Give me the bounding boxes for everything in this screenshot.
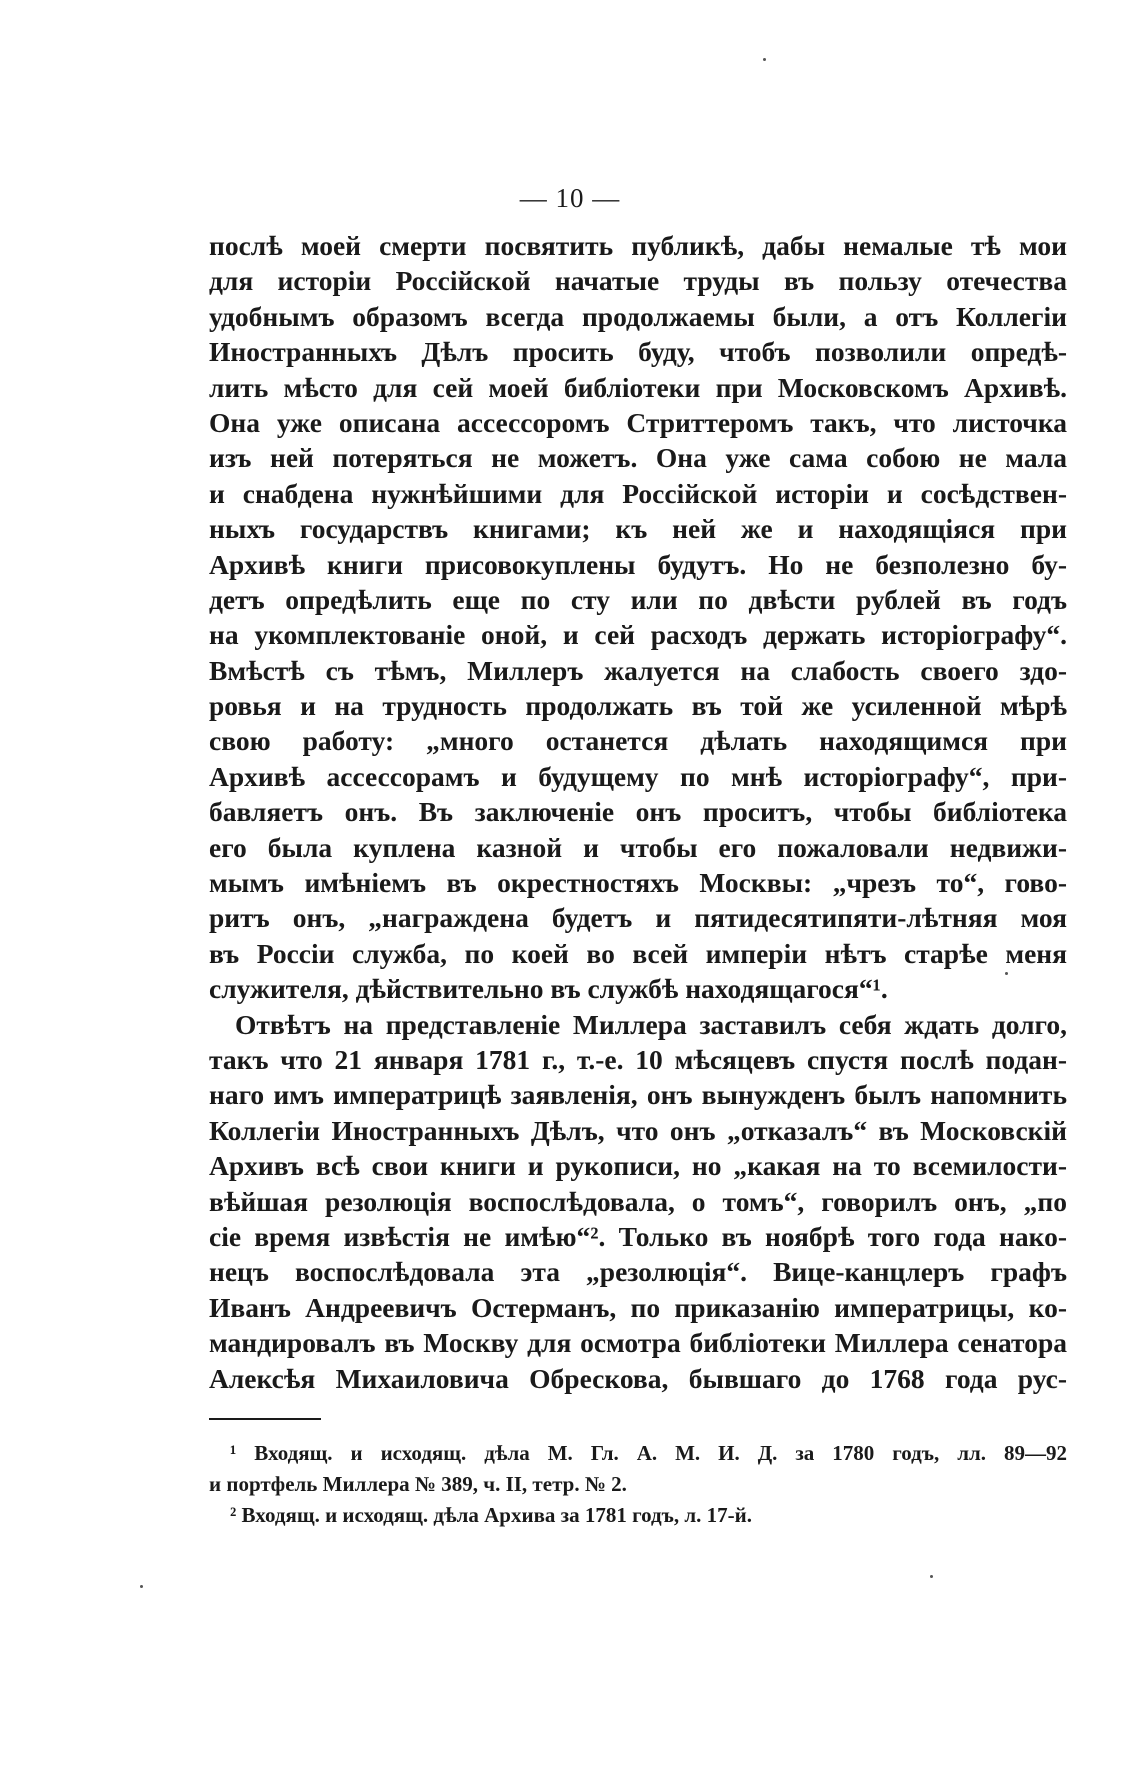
- body-line: Она уже описана ассессоромъ Стриттеромъ такъ, что листочка: [209, 406, 1067, 438]
- body-line: мымъ имѣніемъ въ окрестностяхъ Москвы: „чрезъ то“, гово-: [209, 867, 1067, 899]
- body-line: послѣ моей смерти посвятить публикѣ, дабы немалые тѣ мои: [209, 230, 1067, 261]
- body-line: Отвѣтъ на представленіе Миллера заставилъ себя ждать долго,: [235, 1008, 1067, 1040]
- body-line: Архивъ всѣ свои книги и рукописи, но „какая на то всемилости-: [209, 1150, 1067, 1182]
- scan-speck: [140, 1585, 143, 1588]
- body-line: Архивѣ книги присовокуплены будутъ. Но не безполезно бу-: [209, 548, 1067, 580]
- scan-speck: [1005, 972, 1008, 975]
- body-line: Вмѣстѣ съ тѣмъ, Миллеръ жалуется на слабость своего здо-: [209, 654, 1067, 686]
- body-line: ныхъ государствъ книгами; къ ней же и находящіяся при: [209, 513, 1067, 545]
- body-line: изъ ней потеряться не можетъ. Она уже сама собою не мала: [209, 442, 1067, 474]
- page-number: — 10 —: [519, 183, 621, 213]
- body-line: детъ опредѣлить еще по сту или по двѣсти рублей въ годъ: [209, 583, 1067, 615]
- body-line: служителя, дѣйствительно въ службѣ находящагося“¹.: [209, 973, 888, 1005]
- footnote-line: ¹ Входящ. и исходящ. дѣла М. Гл. А. М. И. Д. за 1780 годъ, лл. 89—92: [230, 1441, 1067, 1465]
- scan-speck: [763, 58, 766, 61]
- body-line: Иностранныхъ Дѣлъ просить буду, чтобъ позволили опредѣ-: [209, 336, 1067, 368]
- body-line: Иванъ Андреевичъ Остерманъ, по приказанію императрицы, ко-: [209, 1291, 1067, 1323]
- body-line: на укомплектованіе оной, и сей расходъ держать исторіографу“.: [209, 619, 1067, 651]
- body-text: [209, 228, 1067, 1396]
- body-line: его была куплена казной и чтобы его пожаловали недвижи-: [209, 831, 1067, 863]
- footnote-line: и портфель Миллера № 389, ч. II, тетр. № 2.: [209, 1472, 627, 1496]
- body-line: удобнымъ образомъ всегда продолжаемы были, а отъ Коллегіи: [209, 300, 1067, 332]
- scan-speck: [930, 1575, 933, 1578]
- body-line: ритъ онъ, „награждена будетъ и пятидесятипяти-лѣтняя моя: [209, 902, 1067, 934]
- body-line: сіе время извѣстія не имѣю“². Только въ ноябрѣ того года нако-: [209, 1220, 1067, 1252]
- body-line: наго имъ императрицѣ заявленія, онъ вынужденъ былъ напомнить: [209, 1079, 1067, 1111]
- body-line: и снабдена нужнѣйшими для Россійской исторіи и сосѣдствен-: [209, 477, 1067, 509]
- footnote-line: ² Входящ. и исходящ. дѣла Архива за 1781 годъ, л. 17-й.: [230, 1503, 753, 1527]
- body-line: мандировалъ въ Москву для осмотра библіотеки Миллера сенатора: [209, 1327, 1067, 1359]
- body-line: для исторіи Россійской начатые труды въ пользу отечества: [209, 265, 1067, 297]
- body-line: такъ что 21 января 1781 г., т.-е. 10 мѣсяцевъ спустя послѣ подан-: [209, 1043, 1067, 1075]
- body-line: вѣйшая резолюція воспослѣдовала, о томъ“, говорилъ онъ, „по: [209, 1185, 1067, 1217]
- footnotes: [209, 1438, 1067, 1531]
- body-line: свою работу: „много останется дѣлать находящимся при: [209, 725, 1067, 757]
- body-line: въ Россіи служба, по коей во всей имперіи нѣтъ старѣе меня: [209, 937, 1067, 969]
- body-line: ровья и на трудность продолжать въ той же усиленной мѣрѣ: [209, 690, 1067, 722]
- footnote-divider: [209, 1418, 321, 1420]
- body-line: нецъ воспослѣдовала эта „резолюція“. Вице-канцлеръ графъ: [209, 1256, 1067, 1288]
- body-line: бавляетъ онъ. Въ заключеніе онъ проситъ, чтобы библіотека: [209, 796, 1067, 828]
- body-line: Алексѣя Михаиловича Обрескова, бывшаго до 1768 года рус-: [209, 1362, 1067, 1394]
- body-line: лить мѣсто для сей моей библіотеки при Московскомъ Архивѣ.: [209, 371, 1067, 403]
- body-line: Коллегіи Иностранныхъ Дѣлъ, что онъ „отказалъ“ въ Московскій: [209, 1114, 1067, 1146]
- body-line: Архивѣ ассессорамъ и будущему по мнѣ исторіографу“, при-: [209, 760, 1067, 792]
